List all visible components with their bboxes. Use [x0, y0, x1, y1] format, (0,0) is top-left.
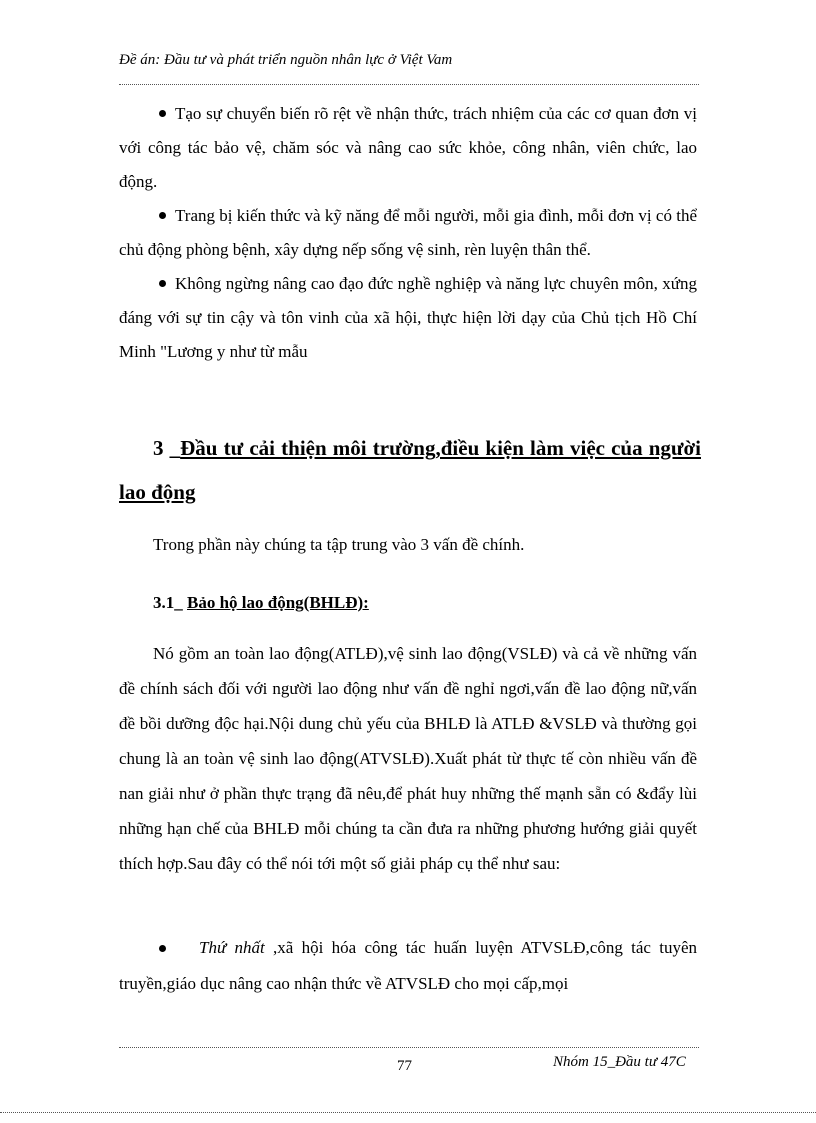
- subsection-number: 3.1_: [153, 593, 187, 612]
- page-number: 77: [397, 1058, 412, 1074]
- section-heading: [119, 426, 701, 514]
- footer-group-label: Nhóm 15_Đầu tư 47C: [553, 1054, 686, 1070]
- list-item-text: Không ngừng nâng cao đạo đức nghề nghiệp và năng lực chuyên môn, xứng đáng với sự tin cậy và tôn vinh của xã hội, thực hiện lời dạy của Chủ tịch Hồ Chí Minh "Lương y như từ mẫu: [119, 274, 697, 361]
- list-item: [119, 267, 697, 369]
- list-item-text: Tạo sự chuyển biến rõ rệt về nhận thức, trách nhiệm của các cơ quan đơn vị với công tác bảo vệ, chăm sóc và nâng cao sức khỏe, công nhân, viên chức, lao động.: [119, 104, 697, 191]
- body-paragraph: Nó gồm an toàn lao động(ATLĐ),vệ sinh lao động(VSLĐ) và cả về những vấn đề chính sách đối với người lao động như vấn đề nghỉ ngơi,vấn đề lao động nữ,vấn đề bồi dưỡng độc hại.Nội dung chủ yếu của BHLĐ là ATLĐ &VSLĐ và thường gọi chung là an toàn vệ sinh lao động(ATVSLĐ).Xuất phát từ thực tế còn nhiều vấn đề nan giải như ở phần thực trạng đã nêu,để phát huy những thế mạnh sẵn có &đẩy lùi những hạn chế của BHLĐ mỗi chúng ta cần đưa ra những phương hướng giải quyết thích hợp.Sau đây có thể nói tới một số giải pháp cụ thể như sau:: [119, 644, 697, 873]
- subsection-heading: [153, 588, 369, 618]
- page-header: Đề án: Đầu tư và phát triển nguồn nhân lực ở Việt Vam: [119, 52, 453, 68]
- bullet-icon: [159, 280, 166, 287]
- bullet-icon: [159, 945, 166, 952]
- list-item-lead: Thứ nhất: [199, 938, 265, 957]
- subsection-title: Bảo hộ lao động(BHLĐ):: [187, 593, 369, 612]
- header-rule: [119, 84, 699, 85]
- list-item: [119, 930, 697, 1002]
- bullet-icon: [159, 110, 166, 117]
- intro-text: Trong phần này chúng ta tập trung vào 3 vấn đề chính.: [153, 535, 525, 554]
- list-item: [119, 97, 697, 199]
- list-item: [119, 199, 697, 267]
- bullet-icon: [159, 212, 166, 219]
- section-number: 3 _: [153, 436, 181, 460]
- section-title: Đầu tư cải thiện môi trường,điều kiện làm việc của người lao động: [119, 436, 701, 504]
- footer-rule: [119, 1047, 699, 1048]
- list-item-text: Trang bị kiến thức và kỹ năng để mỗi người, mỗi gia đình, mỗi đơn vị có thể chủ động phòng bệnh, xây dựng nếp sống vệ sinh, rèn luyện thân thể.: [119, 206, 697, 259]
- page-bottom-rule: [0, 1112, 816, 1113]
- list-item-text: ,xã hội hóa công tác huấn luyện ATVSLĐ,công tác tuyên truyền,giáo dục nâng cao nhận thức về ATVSLĐ cho mọi cấp,mọi: [119, 938, 697, 993]
- bullet-list: [119, 97, 697, 369]
